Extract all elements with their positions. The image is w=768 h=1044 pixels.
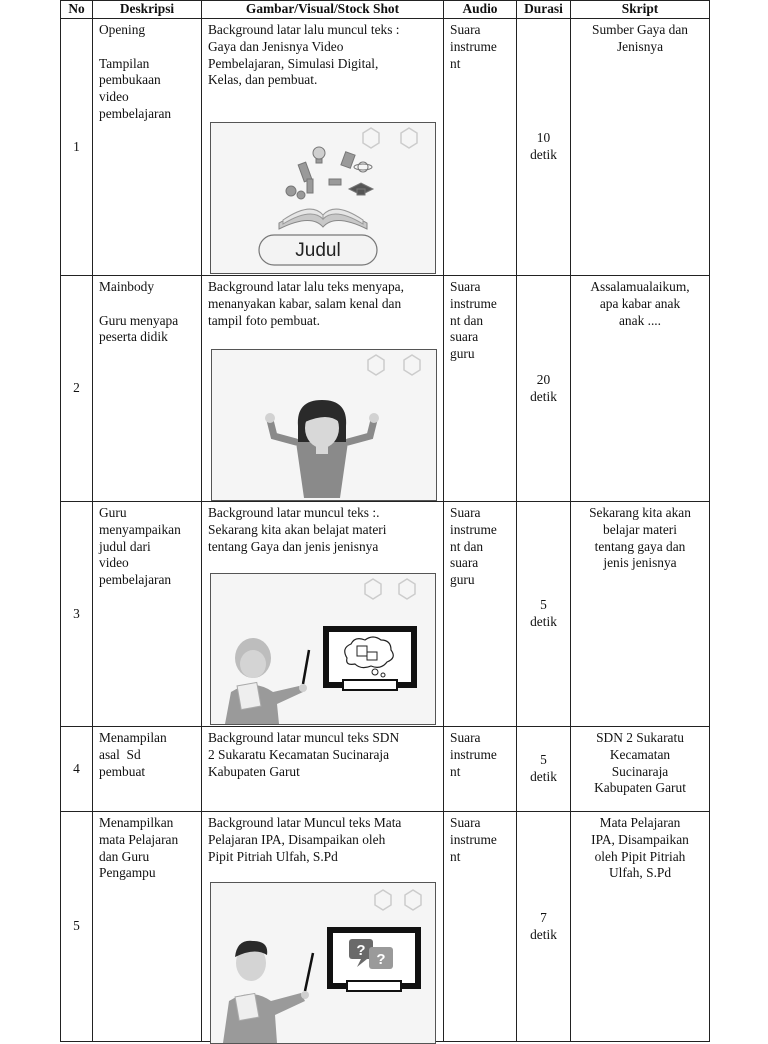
desc-line: pembelajaran	[99, 572, 172, 588]
visual-line: Gaya dan Jenisnya Video	[208, 38, 344, 54]
audio-line: guru	[450, 346, 475, 362]
audio-line: guru	[450, 572, 475, 588]
science-icons	[286, 147, 373, 199]
audio-cell	[444, 727, 517, 812]
row-number: 5	[61, 812, 93, 1042]
header-gambar: Gambar/Visual/Stock Shot	[202, 1, 444, 19]
audio-line: instrume	[450, 746, 497, 762]
script-line: Sumber Gaya dan	[592, 22, 688, 37]
description-cell	[93, 19, 202, 276]
script-line: tentang gaya dan	[594, 538, 686, 554]
teacher-pointing-icon	[223, 941, 313, 1043]
script-line: oleh Pipit Pitriah	[594, 848, 686, 864]
description-cell	[93, 727, 202, 812]
script-line: IPA, Disampaikan	[591, 831, 689, 847]
audio-cell	[444, 276, 517, 502]
audio-line: suara	[450, 555, 479, 571]
desc-line: judul dari	[99, 538, 151, 554]
script-line: Ulfah, S.Pd	[608, 865, 672, 881]
table-row	[61, 19, 710, 276]
desc-line: asal Sd	[99, 746, 141, 762]
visual-line: Background latar lalu muncul teks :	[208, 22, 400, 37]
description-cell	[93, 812, 202, 1042]
audio-line: instrume	[450, 831, 497, 847]
desc-line: video	[99, 555, 129, 571]
row-number: 3	[61, 502, 93, 727]
row-number: 2	[61, 276, 93, 502]
script-line: Mata Pelajaran	[599, 815, 681, 830]
audio-line: nt dan	[450, 538, 484, 554]
audio-line: nt	[450, 848, 461, 864]
script-line: apa kabar anak	[599, 295, 681, 311]
audio-line: Suara	[450, 815, 481, 830]
table-row	[61, 727, 710, 812]
desc-line: video	[99, 89, 129, 105]
desc-line: peserta didik	[99, 329, 168, 345]
visual-line: Kabupaten Garut	[208, 763, 300, 779]
duration-unit: detik	[530, 147, 557, 162]
description-cell	[93, 502, 202, 727]
duration-unit: detik	[530, 388, 557, 404]
visual-line: Background latar muncul teks SDN	[208, 730, 400, 745]
visual-line: Pipit Pitriah Ulfah, S.Pd	[208, 848, 338, 864]
script-line: Assalamualaikum,	[590, 279, 690, 294]
description-cell	[93, 276, 202, 502]
audio-line: suara	[450, 329, 479, 345]
desc-line: dan Guru	[99, 848, 150, 864]
script-cell	[571, 502, 710, 727]
script-cell	[571, 812, 710, 1042]
visual-line: tampil foto pembuat.	[208, 312, 320, 328]
desc-line: Menampilkan	[99, 815, 174, 830]
audio-line: instrume	[450, 295, 497, 311]
audio-line: Suara	[450, 505, 481, 520]
desc-line: Menampilan	[99, 730, 167, 745]
header-durasi: Durasi	[517, 1, 571, 19]
visual-line: Background latar Muncul teks Mata	[208, 815, 402, 830]
audio-line: nt	[450, 763, 461, 779]
whiteboard-icon	[323, 626, 417, 690]
visual-cell	[202, 19, 444, 276]
script-line: jenis jenisnya	[603, 555, 677, 571]
duration-value: 5	[540, 597, 547, 613]
table-row	[61, 276, 710, 502]
opening-illustration	[210, 122, 436, 274]
row-number: 4	[61, 727, 93, 812]
visual-line: Kelas, dan pembuat.	[208, 72, 318, 88]
duration-unit: detik	[530, 614, 557, 629]
row-number: 1	[61, 19, 93, 276]
script-line: Kabupaten Garut	[594, 780, 686, 796]
teacher-greeting-illustration	[211, 349, 437, 501]
desc-line: Mainbody	[99, 279, 155, 294]
audio-cell	[444, 812, 517, 1042]
open-book-icon	[279, 209, 367, 229]
desc-line: Opening	[99, 22, 146, 37]
audio-line: Suara	[450, 279, 481, 294]
duration-value: 7	[540, 909, 547, 925]
desc-line: pembelajaran	[99, 105, 172, 121]
header-no: No	[61, 1, 93, 19]
table-row	[61, 812, 710, 1042]
visual-cell	[202, 502, 444, 727]
desc-line: Guru	[99, 505, 127, 520]
header-skript: Skript	[571, 1, 710, 19]
header-audio: Audio	[444, 1, 517, 19]
duration-cell	[517, 727, 571, 812]
duration-cell	[517, 19, 571, 276]
audio-line: nt dan	[450, 312, 484, 328]
visual-line: tentang Gaya dan jenis jenisnya	[208, 538, 379, 554]
script-line: Jenisnya	[616, 38, 664, 54]
duration-value: 20	[536, 371, 551, 387]
script-cell	[571, 276, 710, 502]
duration-unit: detik	[530, 926, 557, 942]
teacher-board-illustration	[210, 573, 436, 725]
audio-line: instrume	[450, 38, 497, 54]
desc-line: Tampilan	[99, 55, 150, 71]
title-label: Judul	[295, 240, 341, 261]
svg-text:?: ?	[376, 951, 386, 968]
teacher-pointing-icon	[225, 638, 309, 724]
duration-value: 10	[536, 130, 551, 146]
script-line: Sucinaraja	[611, 763, 669, 779]
visual-line: Sekarang kita akan belajat materi	[208, 521, 387, 537]
script-line: anak ....	[618, 312, 662, 328]
desc-line: pembuat	[99, 763, 146, 779]
duration-value: 5	[540, 752, 547, 768]
visual-line: Pelajaran IPA, Disampaikan oleh	[208, 831, 386, 847]
audio-line: instrume	[450, 521, 497, 537]
audio-line: nt	[450, 55, 461, 71]
visual-cell	[202, 727, 444, 812]
audio-line: Suara	[450, 730, 481, 745]
desc-line: Guru menyapa	[99, 312, 179, 328]
table-row	[61, 502, 710, 727]
visual-line: Background latar muncul teks :.	[208, 505, 380, 520]
visual-line: Pembelajaran, Simulasi Digital,	[208, 55, 379, 71]
desc-line: mata Pelajaran	[99, 831, 179, 847]
visual-cell	[202, 812, 444, 1042]
desc-line: Pengampu	[99, 865, 156, 881]
visual-line: 2 Sukaratu Kecamatan Sucinaraja	[208, 746, 390, 762]
teacher-waving-icon	[265, 400, 379, 498]
visual-line: menanyakan kabar, salam kenal dan	[208, 295, 402, 311]
visual-cell	[202, 276, 444, 502]
desc-line: pembukaan	[99, 72, 161, 88]
svg-text:?: ?	[356, 942, 366, 959]
audio-cell	[444, 19, 517, 276]
script-line: Kecamatan	[609, 746, 671, 762]
script-line: belajar materi	[603, 521, 677, 537]
header-row	[61, 1, 710, 19]
duration-cell	[517, 812, 571, 1042]
script-cell	[571, 19, 710, 276]
storyboard-table	[60, 0, 710, 1042]
duration-unit: detik	[530, 769, 557, 784]
audio-line: Suara	[450, 22, 481, 37]
script-cell	[571, 727, 710, 812]
duration-cell	[517, 502, 571, 727]
teacher-question-illustration	[210, 882, 436, 1044]
audio-cell	[444, 502, 517, 727]
desc-line: menyampaikan	[99, 521, 181, 537]
header-deskripsi: Deskripsi	[93, 1, 202, 19]
script-line: Sekarang kita akan	[589, 505, 691, 520]
duration-cell	[517, 276, 571, 502]
script-line: SDN 2 Sukaratu	[596, 730, 684, 745]
visual-line: Background latar lalu teks menyapa,	[208, 279, 404, 294]
